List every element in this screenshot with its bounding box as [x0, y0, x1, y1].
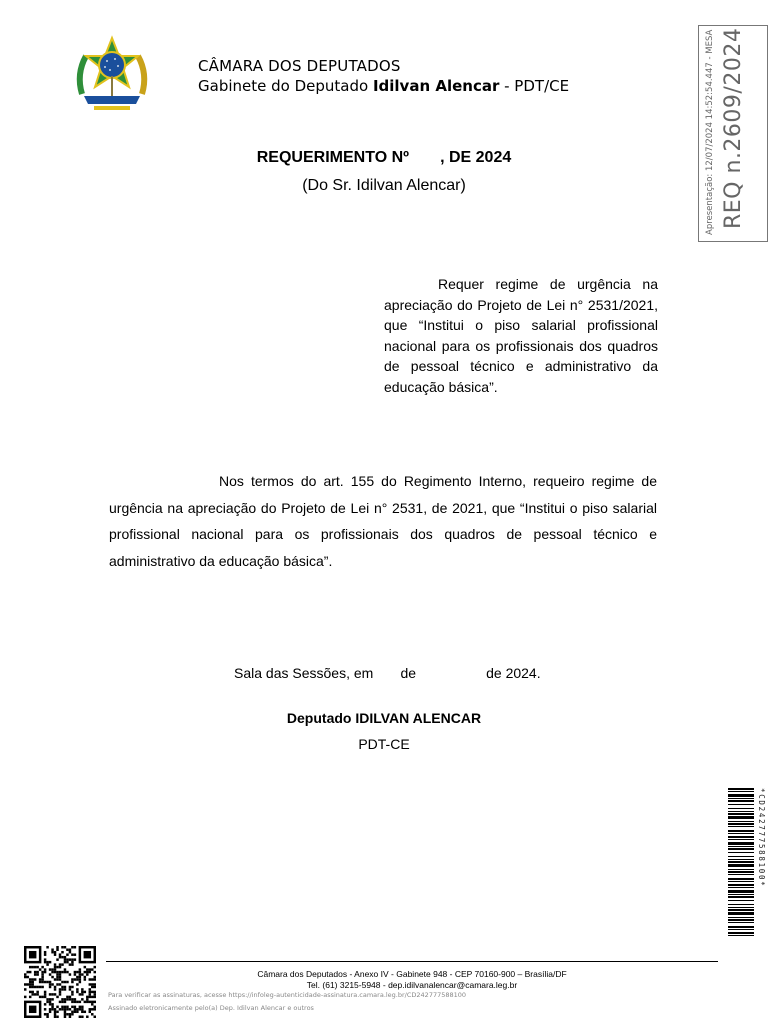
ementa-paragraph: Requer regime de urgência na apreciação do Projeto de Lei n° 2531/2021, que “Institui o piso salarial profissional nacional para os profissionais dos quadros de pessoal técnico e administrativo da educação básica”.: [384, 276, 658, 395]
deputy-name: Idilvan Alencar: [372, 77, 500, 95]
qr-code-icon[interactable]: [24, 946, 96, 1018]
signer-name: Deputado IDILVAN ALENCAR: [286, 710, 482, 726]
place-date: Sala das Sessões, em de de 2024.: [234, 665, 541, 681]
body-paragraph: Nos termos do art. 155 do Regimento Interno, requeiro regime de urgência na apreciação do Projeto de Lei n° 2531, de 2021, que “Institui o piso salarial profissional nacional para os profissionais dos quadros de pessoal técnico e administrativo da educação básica”.: [109, 473, 657, 569]
header-text: [198, 56, 569, 96]
document-author: (Do Sr. Idilvan Alencar): [302, 177, 466, 194]
party-suffix: - PDT/CE: [499, 77, 570, 95]
document-title: REQUERIMENTO Nº , DE 2024: [256, 149, 512, 166]
barcode-icon: [728, 788, 754, 936]
verification-link[interactable]: Para verificar as assinaturas, acesse https://infoleg-autenticidade-assinatura.camara.leg.br/CD242777588100: [108, 991, 467, 999]
presentation-date: Apresentação: 12/07/2024 14:52:54.447 - MESA: [705, 29, 715, 235]
signed-note: Assinado eletronicamente pelo(a) Dep. Idilvan Alencar e outros: [108, 1004, 314, 1012]
request-number: REQ n.2609/2024: [721, 27, 746, 229]
barcode-text-container: [756, 788, 768, 936]
coat-of-arms-icon: [72, 34, 152, 112]
footer-divider: [106, 961, 718, 962]
signer-party: PDT-CE: [358, 736, 410, 752]
office-line: [198, 76, 569, 96]
footer-address: [106, 969, 718, 991]
office-prefix: Gabinete do Deputado: [198, 77, 373, 95]
barcode-code: *CD242777588100*: [757, 788, 766, 888]
address-line: Câmara dos Deputados - Anexo IV - Gabinete 948 - CEP 70160-900 – Brasília/DF: [257, 969, 567, 979]
chamber-name: CÂMARA DOS DEPUTADOS: [198, 57, 401, 75]
protocol-stamp: [698, 25, 768, 242]
contact-line: Tel. (61) 3215-5948 - dep.idilvanalencar@camara.leg.br: [306, 980, 518, 990]
